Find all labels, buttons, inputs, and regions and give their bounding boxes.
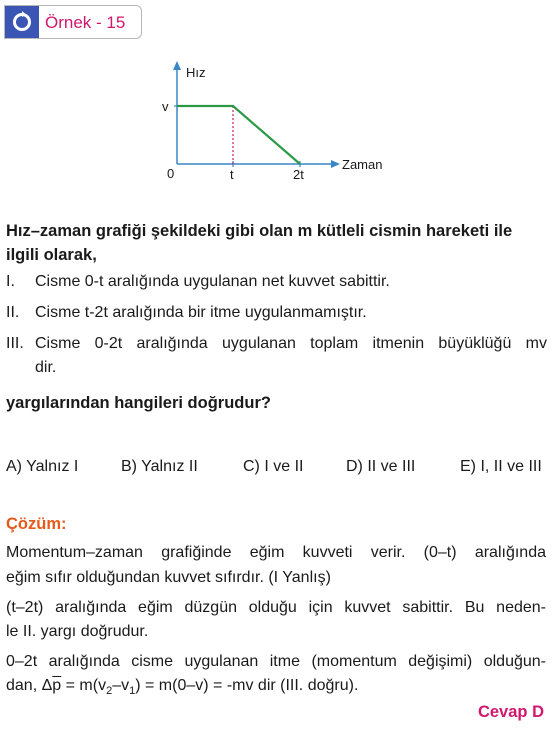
y-axis-label: Hız	[186, 65, 206, 80]
question-intro-line1: Hız–zaman grafiği şekildeki gibi olan m kütleli cismin hareketi ile	[6, 222, 513, 240]
solution-formula-line	[6, 674, 358, 703]
formula-delta: Δ	[41, 677, 53, 694]
statement-text: Cisme t-2t aralığında bir itme uygulanmamıştır.	[35, 304, 367, 321]
solution-line: (t–2t) aralığında eğim düzgün olduğu için kuvvet sabittir. Bu neden-	[6, 599, 546, 616]
solution-title: Çözüm:	[6, 515, 67, 533]
formula-sub2: 2	[106, 685, 113, 698]
solution-line: 0–2t aralığında cisme uygulanan itme (momentum değişimi) olduğun-	[6, 653, 546, 670]
example-badge	[4, 5, 142, 39]
example-label: Örnek - 15	[45, 13, 126, 32]
choice-a: A) Yalnız I	[6, 458, 79, 475]
question-intro-line2: ilgili olarak,	[6, 246, 97, 264]
formula-sub1: 1	[129, 685, 136, 698]
choice-b: B) Yalnız II	[121, 458, 198, 475]
refresh-icon	[5, 6, 39, 38]
statement-text-cont: dir.	[35, 359, 57, 376]
x-tick-label-t: t	[230, 167, 234, 182]
statement-num: III.	[6, 335, 24, 352]
x-axis-arrow	[331, 160, 340, 168]
origin-label: 0	[167, 166, 175, 181]
solution-line: eğim sıfır olduğundan kuvvet sıfırdır. (I Yanlış)	[6, 569, 331, 586]
formula-prefix: dan,	[6, 677, 42, 694]
statement-text: Cisme 0-2t aralığında uygulanan toplam itmenin büyüklüğü mv	[35, 335, 547, 352]
velocity-series-line	[177, 106, 300, 164]
answer-label: Cevap D	[477, 703, 544, 721]
formula-mid2: –v	[112, 677, 130, 694]
x-axis-label: Zaman	[342, 157, 383, 172]
statement-num: II.	[6, 304, 20, 321]
y-tick-label: v	[162, 99, 169, 114]
x-tick-label-2t: 2t	[293, 167, 304, 182]
choice-e: E) I, II ve III	[460, 458, 542, 475]
choice-c: C) I ve II	[243, 458, 304, 475]
velocity-time-graph	[150, 58, 400, 193]
formula-mid1: = m(v	[61, 677, 107, 694]
statement-text: Cisme 0-t aralığında uygulanan net kuvvet sabittir.	[35, 273, 390, 290]
choice-d: D) II ve III	[346, 458, 416, 475]
y-axis-arrow	[173, 61, 181, 70]
solution-line: le II. yargı doğrudur.	[6, 623, 149, 640]
solution-line: Momentum–zaman grafiğinde eğim kuvveti verir. (0–t) aralığında	[6, 544, 546, 561]
formula-momentum-vector: $\overline{p}$	[52, 677, 62, 694]
statement-num: I.	[6, 273, 15, 290]
formula-suffix: ) = m(0–v) = -mv dir (III. doğru).	[135, 677, 359, 694]
question-prompt: yargılarından hangileri doğrudur?	[6, 394, 271, 412]
